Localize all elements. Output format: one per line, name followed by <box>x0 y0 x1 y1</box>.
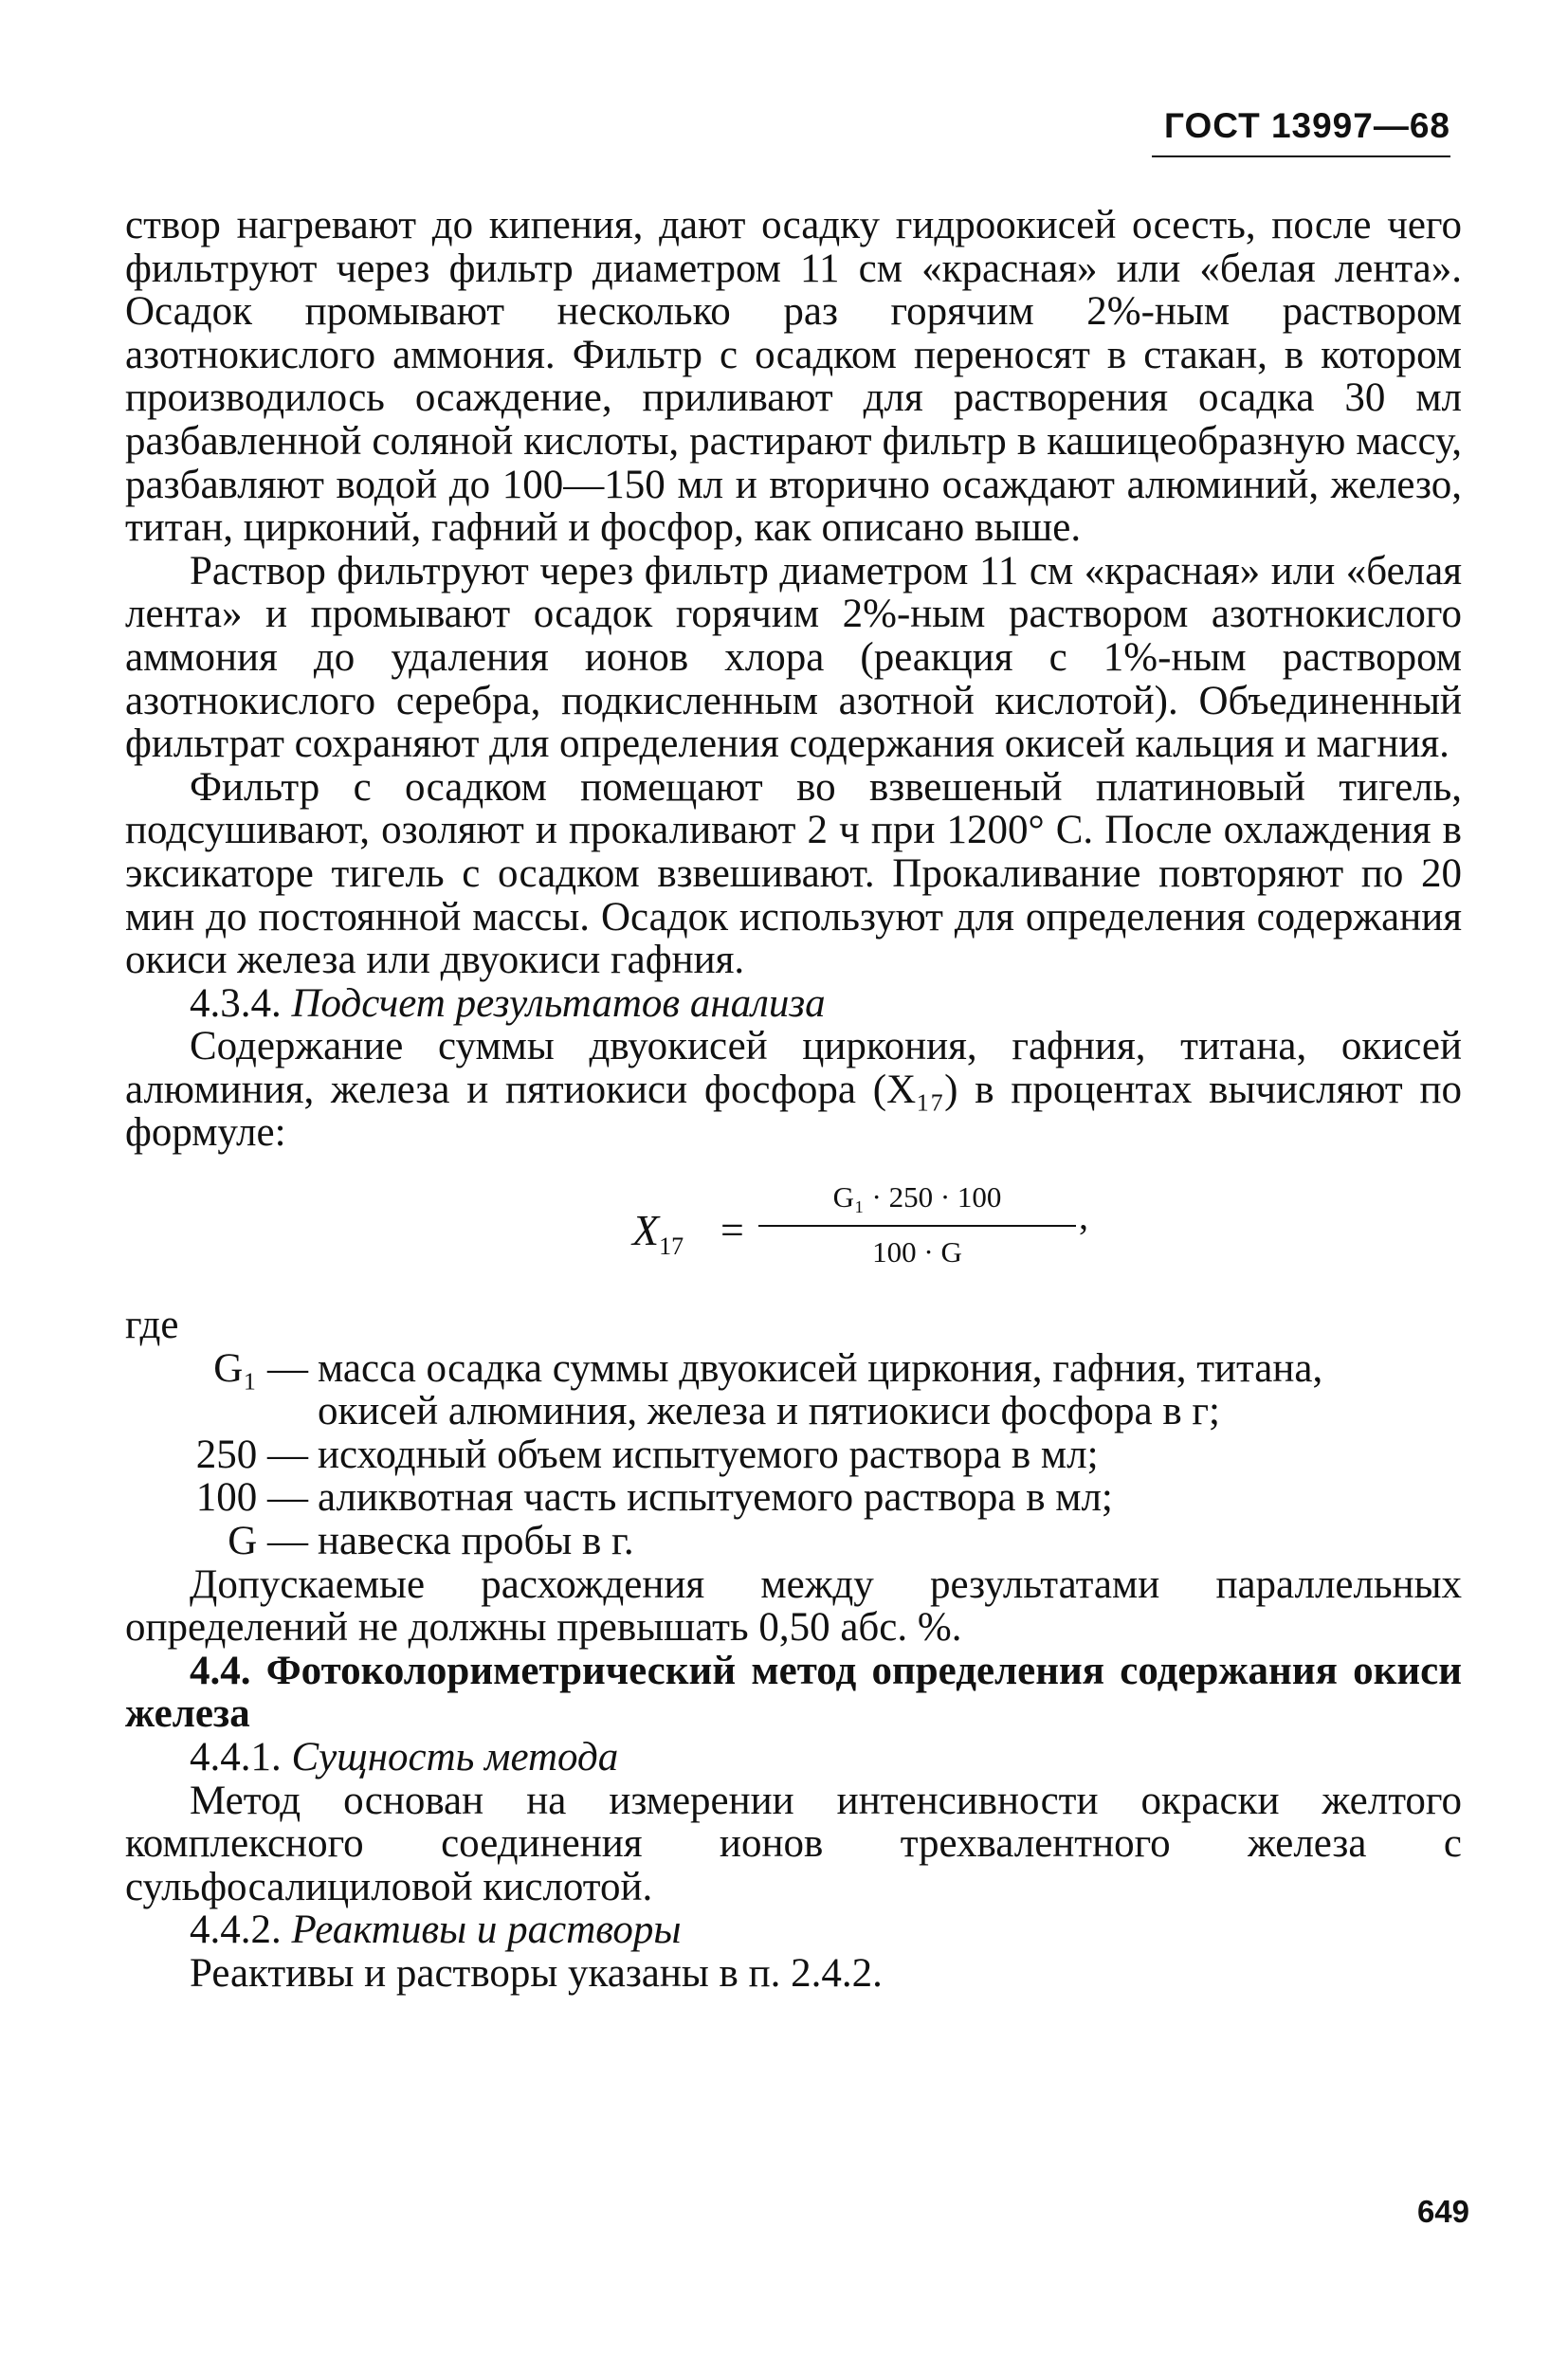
paragraph-7: Реактивы и растворы указаны в п. 2.4.2. <box>190 1950 883 1996</box>
legend-desc: масса осадка суммы двуокисей циркония, гафния, титана, <box>318 1345 1323 1391</box>
legend-row-250 <box>125 1433 1462 1477</box>
section-4-3-4-heading <box>125 982 1462 1026</box>
formula-lhs: $X_{17}$ <box>632 1206 684 1261</box>
page-number: 649 <box>1416 2194 1469 2229</box>
legend-term: G₁ — <box>213 1345 308 1391</box>
page-header: ГОСТ 13997—68 <box>1152 106 1450 157</box>
legend-desc: навеска пробы в г. <box>318 1519 634 1564</box>
section-title: Подсчет результатов анализа <box>291 980 826 1026</box>
section-title: Сущность метода <box>291 1735 619 1780</box>
formula-equals: = <box>720 1207 744 1254</box>
legend-term: G — <box>228 1519 308 1564</box>
legend-row-g1 <box>125 1347 1462 1391</box>
legend-term: 100 — <box>195 1475 308 1521</box>
formula-fraction <box>758 1176 1076 1273</box>
paragraph-3: Фильтр с осадком помещают во взвешеный платиновый тигель, подсушивают, озоляют и прокаливают 2 ч при 1200° С. После охлаждения в эксикаторе тигель с осадком взвешивают. Прокаливание повторяют по 20 мин до постоянной массы. Осадок используют для определения содержания окиси железа или двуокиси гафния. <box>125 764 1462 983</box>
paragraph-4: Содержание суммы двуокисей циркония, гафния, титана, окисей алюминия, железа и пятиокиси фосфора (X₁₇) в процентах вычисляют по формуле: <box>125 1024 1462 1156</box>
legend-row-g1-cont <box>125 1390 1462 1433</box>
paragraph-2: Раствор фильтруют через фильтр диаметром 11 см «красная» или «белая лента» и промывают осадок горячим 2%-ным раствором азотнокислого аммония до удаления ионов хлора (реакция с 1%-ным раствором азотнокислого серебра, подкисленным азотной кислотой). Объединенный фильтрат сохраняют для определения содержания окисей кальция и магния. <box>125 548 1462 767</box>
section-title: Фотоколориметрический метод определения содержания окиси железа <box>125 1648 1463 1737</box>
paragraph-6: Метод основан на измерении интенсивности окраски желтого комплексного соединения ионов трехвалентного железа с сульфосалициловой кислотой. <box>125 1778 1462 1909</box>
legend-row-g <box>125 1520 1462 1563</box>
legend-desc: аликвотная часть испытуемого раствора в мл; <box>318 1475 1113 1521</box>
section-number: 4.4. <box>190 1648 251 1693</box>
section-number: 4.4.2. <box>190 1908 282 1953</box>
legend-row-100 <box>125 1476 1462 1520</box>
document-body <box>125 204 1462 1996</box>
section-4-4-1-heading <box>125 1736 1462 1780</box>
paragraph-1: створ нагревают до кипения, дают осадку гидроокисей осесть, после чего фильтруют через фильтр диаметром 11 см «красная» или «белая лента». Осадок промывают несколько раз горячим 2%-ным раствором азотнокислого аммония. Фильтр с осадком переносят в стакан, в котором производилось осаждение, приливают для растворения осадка 30 мл разбавленной соляной кислоты, растирают фильтр в кашицеобразную массу, разбавляют водой до 100—150 мл и вторично осаждают алюминий, железо, титан, цирконий, гафний и фосфор, как описано выше. <box>125 203 1462 551</box>
legend-desc: исходный объем испытуемого раствора в мл; <box>318 1432 1099 1477</box>
section-number: 4.3.4. <box>190 980 282 1026</box>
formula <box>125 1166 1462 1304</box>
section-4-4-heading <box>125 1650 1462 1736</box>
section-4-4-2-heading <box>125 1908 1462 1952</box>
legend-desc: окисей алюминия, железа и пятиокиси фосфора в г; <box>318 1389 1220 1434</box>
formula-comma: , <box>1079 1195 1088 1238</box>
section-title: Реактивы и растворы <box>291 1908 682 1953</box>
paragraph-5: Допускаемые расхождения между результатами параллельных определений не должны превышать 0,50 абс. %. <box>125 1561 1462 1651</box>
formula-denominator: 100 · G <box>872 1234 962 1269</box>
legend-term: 250 — <box>195 1432 308 1477</box>
variable-legend <box>125 1347 1462 1563</box>
formula-numerator: G₁ · 250 · 100 <box>758 1176 1076 1227</box>
section-number: 4.4.1. <box>190 1735 282 1780</box>
where-label: где <box>125 1303 179 1348</box>
